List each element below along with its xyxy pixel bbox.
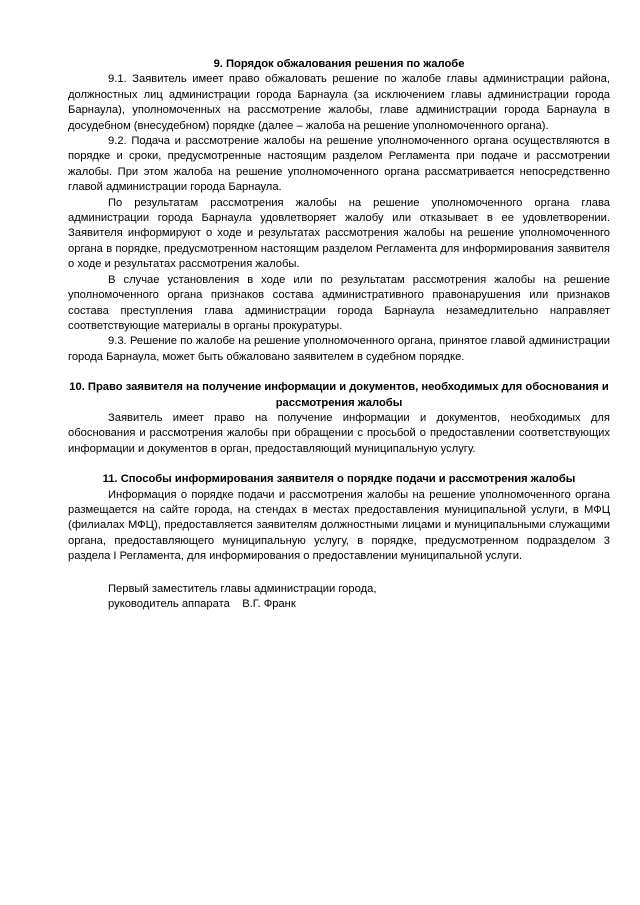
section-10 xyxy=(68,380,610,457)
paragraph-9-1: 9.1. Заявитель имеет право обжаловать решение по жалобе главы администрации района, должностных лиц администрации города Барнаула (за исключением главы администрации города Барнаула), уполномоченных на рассмотрение жалобы, главе администрации города Барнаула в досудебном (внесудебном) порядке (далее – жалоба на решение уполномоченного органа). xyxy=(68,73,610,132)
section-9 xyxy=(68,57,610,365)
paragraph-9-2-results: По результатам рассмотрения жалобы на решение уполномоченного органа глава администрации города Барнаула удовлетворяет жалобу или отказывает в ее удовлетворении. Заявителя информируют о ходе и результатах рассмотрения жалобы на решение уполномоченного органа в порядке, предусмотренном настоящим разделом Регламента для информирования заявителя о ходе и результатах рассмотрения жалобы. xyxy=(68,196,610,271)
section-11 xyxy=(68,472,610,564)
signature-block xyxy=(68,582,610,613)
section-11-heading: 11. Способы информирования заявителя о порядке подачи и рассмотрения жалобы xyxy=(102,473,576,486)
paragraph-9-2: 9.2. Подача и рассмотрение жалобы на решение уполномоченного органа осуществляются в порядке и сроки, предусмотренные настоящим разделом Регламента при подаче и рассмотрении жалобы. При этом жалоба на решение уполномоченного органа рассматривается непосредственно главой администрации города Барнаула. xyxy=(68,135,610,194)
signature-name: руководитель аппарата В.Г. Франк xyxy=(108,598,296,610)
paragraph-9-2-prosecution: В случае установления в ходе или по результатам рассмотрения жалобы на решение уполномоченного органа признаков состава административного правонарушения или признаков состава преступления глава администрации города Барнаула незамедлительно направляет соответствующие материалы в органы прокуратуры. xyxy=(68,273,610,332)
section-10-heading: 10. Право заявителя на получение информации и документов, необходимых для обоснования и рассмотрения жалобы xyxy=(69,381,609,409)
paragraph-9-3: 9.3. Решение по жалобе на решение уполномоченного органа, принятое главой администрации города Барнаула, может быть обжаловано заявителем в судебном порядке. xyxy=(68,335,610,363)
signature-position: Первый заместитель главы администрации города, xyxy=(108,582,377,595)
document-body xyxy=(68,57,610,612)
paragraph-11: Информация о порядке подачи и рассмотрения жалобы на решение уполномоченного органа размещается на сайте города, на стендах в местах предоставления муниципальной услуги, в МФЦ (филиалах МФЦ), предоставляется заявителям должностными лицами и муниципальными служащими органа, предоставляющего муниципальную услугу, в порядке, предусмотренном подразделом 3 раздела I Регламента, для информирования о предоставлении муниципальной услуги. xyxy=(68,488,610,563)
paragraph-10: Заявитель имеет право на получение информации и документов, необходимых для обоснования и рассмотрения жалобы при обращении с просьбой о предоставлении соответствующих информации и документов в орган, предоставляющий муниципальную услугу. xyxy=(68,411,610,455)
section-9-heading: 9. Порядок обжалования решения по жалобе xyxy=(213,58,465,70)
